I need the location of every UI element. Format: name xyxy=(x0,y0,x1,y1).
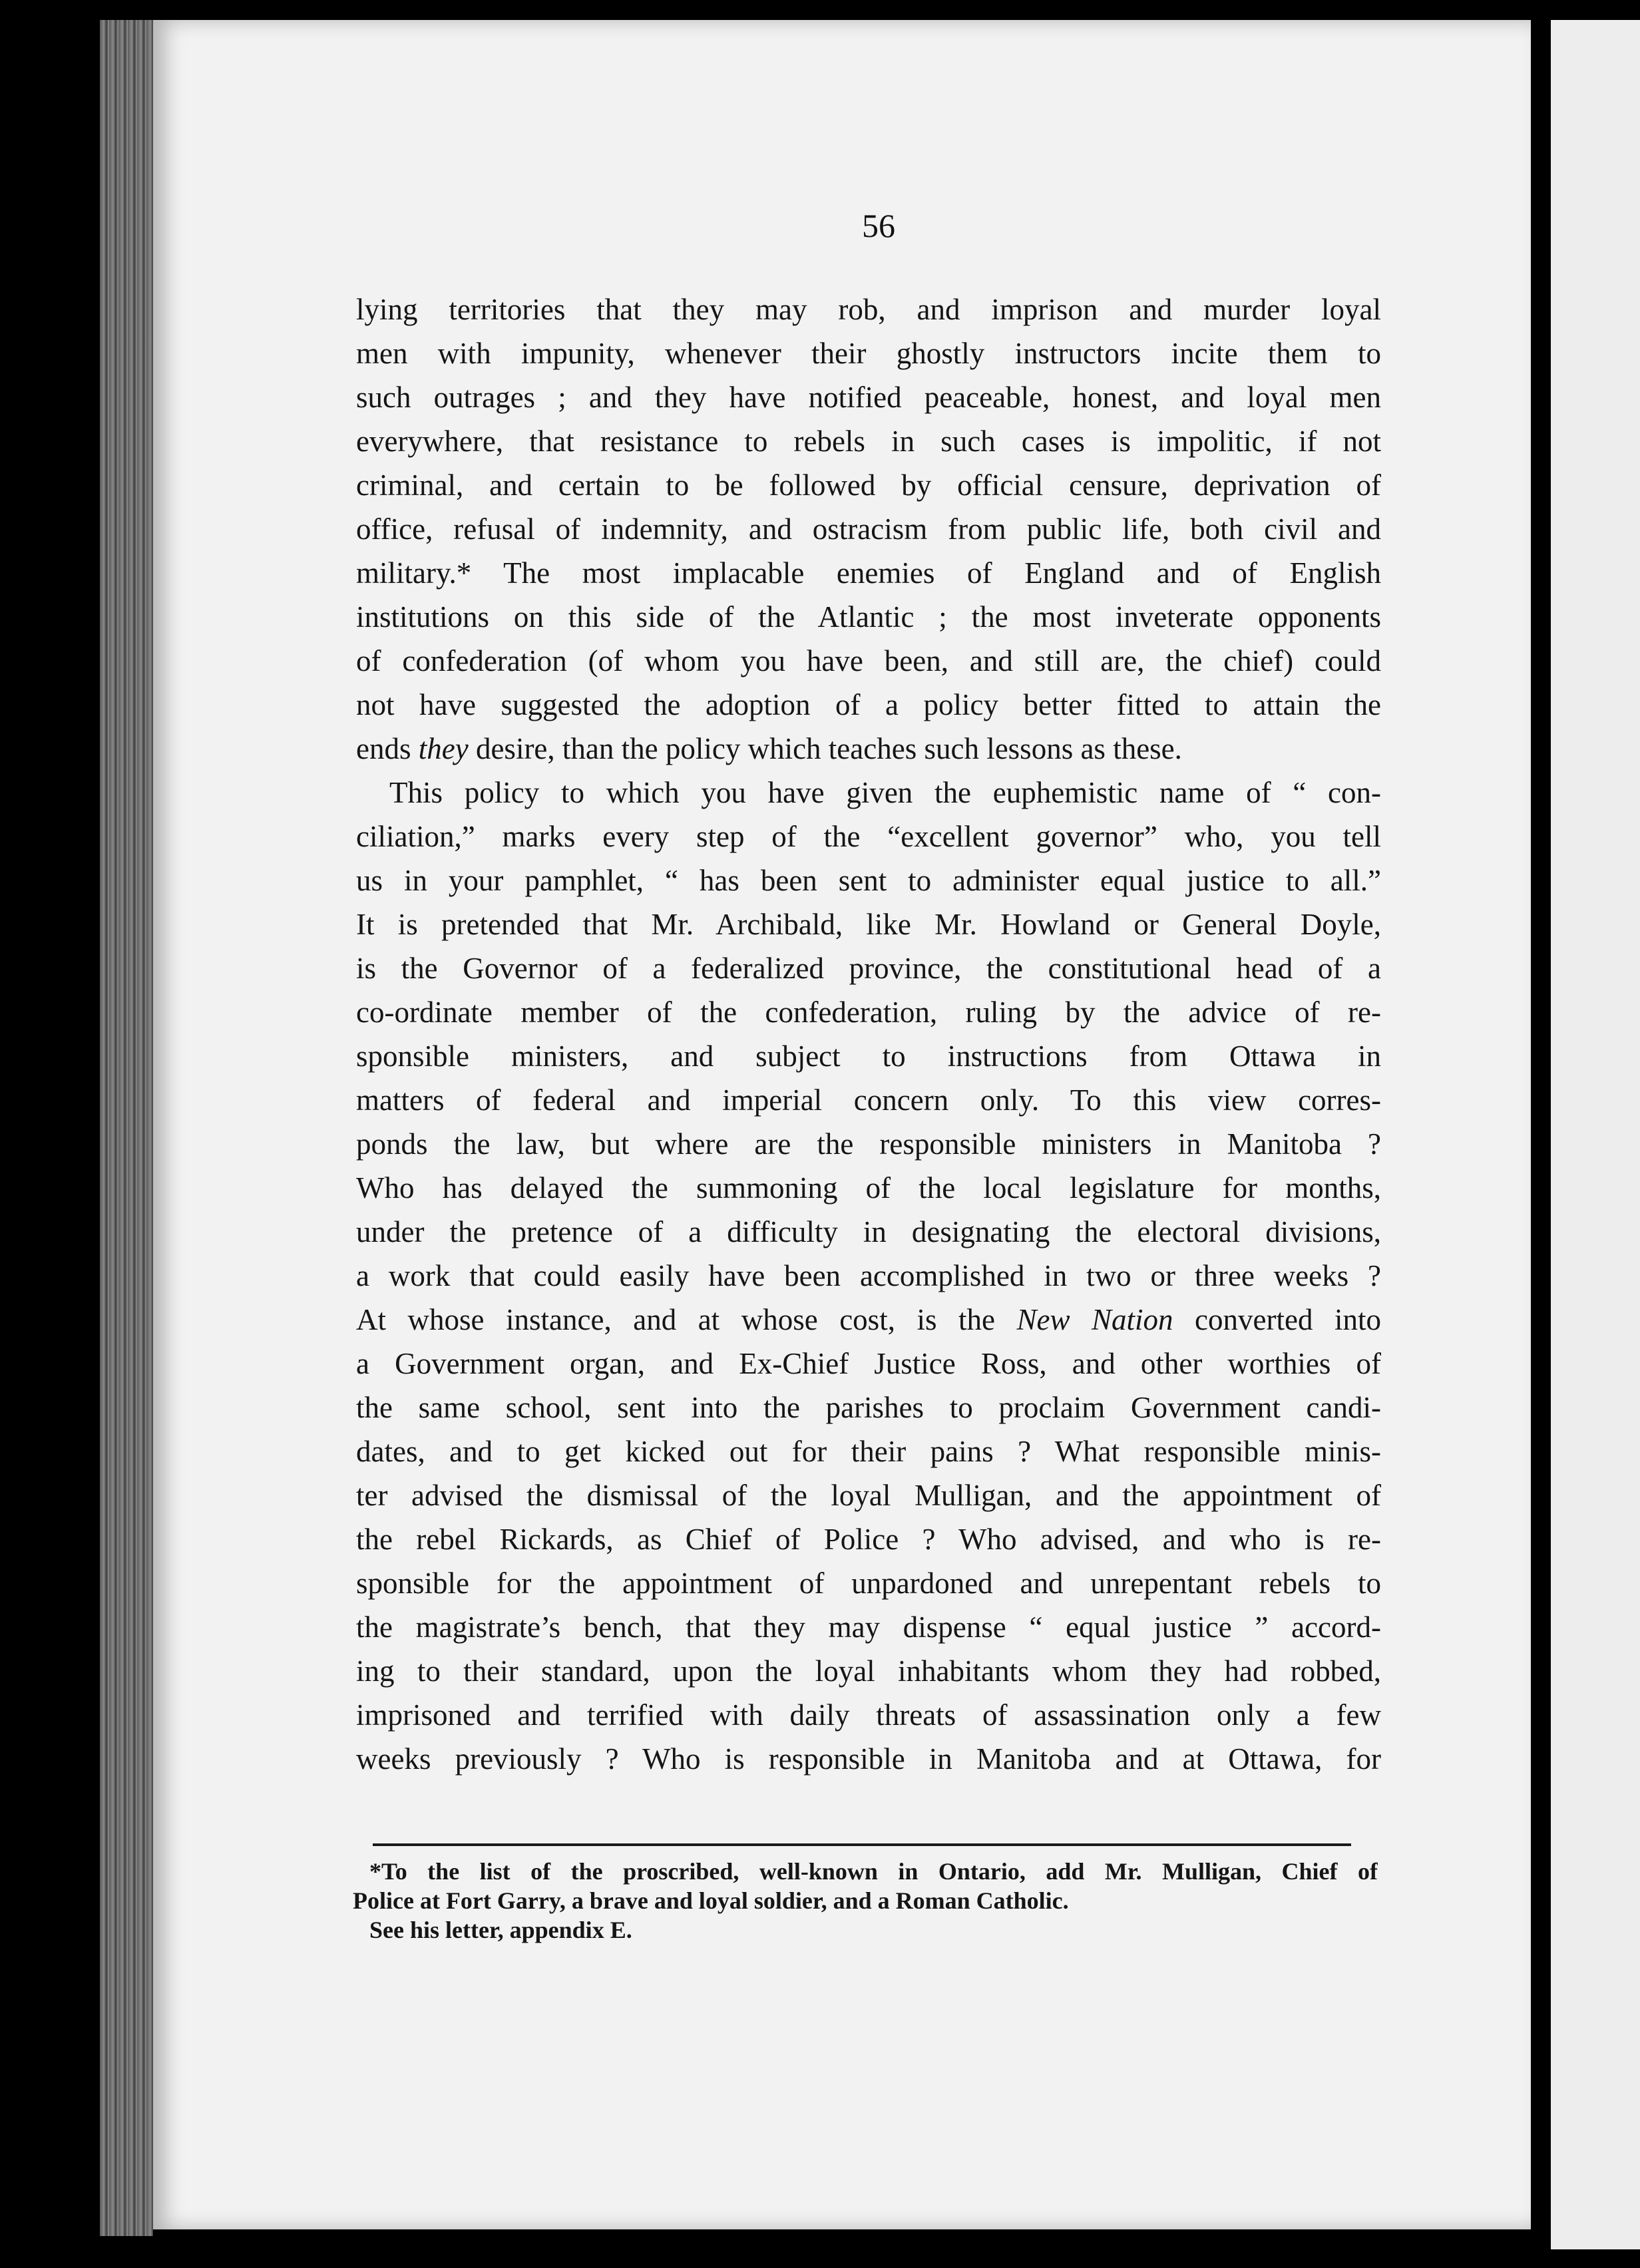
text-line: ciliation,” marks every step of the “excellent governor” who, you tell xyxy=(356,820,1381,853)
paragraph-end-line xyxy=(356,727,1381,771)
italic-text: New Nation xyxy=(1016,1303,1173,1336)
text-line: matters of federal and imperial concern only. To this view corres- xyxy=(356,1083,1381,1117)
text-line: a work that could easily have been accomplished in two or three weeks ? xyxy=(356,1259,1381,1292)
line-text: At whose instance, and at whose cost, is the xyxy=(356,1303,1017,1336)
text-line: Who has delayed the summoning of the local legislature for months, xyxy=(356,1171,1381,1205)
text-line: not have suggested the adoption of a policy better fitted to attain the xyxy=(356,688,1381,721)
footnote-line: Police at Fort Garry, a brave and loyal soldier, and a Roman Catholic. xyxy=(353,1887,1069,1914)
text-line xyxy=(356,1298,1381,1342)
book-page-edges xyxy=(100,20,153,2236)
text-line: office, refusal of indemnity, and ostracism from public life, both civil and xyxy=(356,512,1381,546)
footnotes xyxy=(353,1857,1378,1945)
text-line: such outrages ; and they have notified peaceable, honest, and loyal men xyxy=(356,381,1381,414)
page-number: 56 xyxy=(862,207,895,244)
footnote-line: *To the list of the proscribed, well-known in Ontario, add Mr. Mulligan, Chief of xyxy=(369,1858,1378,1885)
line-text: ends xyxy=(356,732,419,765)
text-line: us in your pamphlet, “ has been sent to administer equal justice to all.” xyxy=(356,864,1381,897)
line-text: desire, than the policy which teaches such lessons as these. xyxy=(468,732,1182,765)
footnote-divider xyxy=(373,1843,1351,1846)
paragraph-start-line: This policy to which you have given the euphemistic name of “ con- xyxy=(389,776,1381,809)
text-line: everywhere, that resistance to rebels in such cases is impolitic, if not xyxy=(356,425,1381,458)
text-line: ponds the law, but where are the responsible ministers in Manitoba ? xyxy=(356,1127,1381,1161)
footnote-line: See his letter, appendix E. xyxy=(369,1917,632,1943)
text-line: a Government organ, and Ex-Chief Justice Ross, and other worthies of xyxy=(356,1347,1381,1380)
text-line: men with impunity, whenever their ghostly instructors incite them to xyxy=(356,337,1381,370)
line-text: converted into xyxy=(1173,1303,1381,1336)
text-line: of confederation (of whom you have been, and still are, the chief) could xyxy=(356,644,1381,677)
italic-text: they xyxy=(418,732,469,765)
text-line: institutions on this side of the Atlantic ; the most inveterate opponents xyxy=(356,600,1381,634)
text-line: sponsible ministers, and subject to instructions from Ottawa in xyxy=(356,1040,1381,1073)
text-line: under the pretence of a difficulty in designating the electoral divisions, xyxy=(356,1215,1381,1248)
text-line: the magistrate’s bench, that they may dispense “ equal justice ” accord- xyxy=(356,1610,1381,1644)
facing-page-edge xyxy=(1551,20,1640,2249)
body-text xyxy=(356,287,1381,1781)
text-line: is the Governor of a federalized province, the constitutional head of a xyxy=(356,952,1381,985)
text-line: sponsible for the appointment of unpardoned and unrepentant rebels to xyxy=(356,1567,1381,1600)
text-line: ter advised the dismissal of the loyal Mulligan, and the appointment of xyxy=(356,1479,1381,1512)
text-line: criminal, and certain to be followed by official censure, deprivation of xyxy=(356,469,1381,502)
text-line: imprisoned and terrified with daily threats of assassination only a few xyxy=(356,1698,1381,1732)
text-line: It is pretended that Mr. Archibald, like Mr. Howland or General Doyle, xyxy=(356,908,1381,941)
text-line: co-ordinate member of the confederation, ruling by the advice of re- xyxy=(356,996,1381,1029)
text-line: the rebel Rickards, as Chief of Police ? Who advised, and who is re- xyxy=(356,1523,1381,1556)
text-line: the same school, sent into the parishes to proclaim Government candi- xyxy=(356,1391,1381,1424)
text-line: ing to their standard, upon the loyal inhabitants whom they had robbed, xyxy=(356,1654,1381,1688)
text-line: military.* The most implacable enemies of England and of English xyxy=(356,556,1381,590)
text-line: lying territories that they may rob, and imprison and murder loyal xyxy=(356,293,1381,326)
text-line: weeks previously ? Who is responsible in Manitoba and at Ottawa, for xyxy=(356,1742,1381,1776)
text-line: dates, and to get kicked out for their pains ? What responsible minis- xyxy=(356,1435,1381,1468)
